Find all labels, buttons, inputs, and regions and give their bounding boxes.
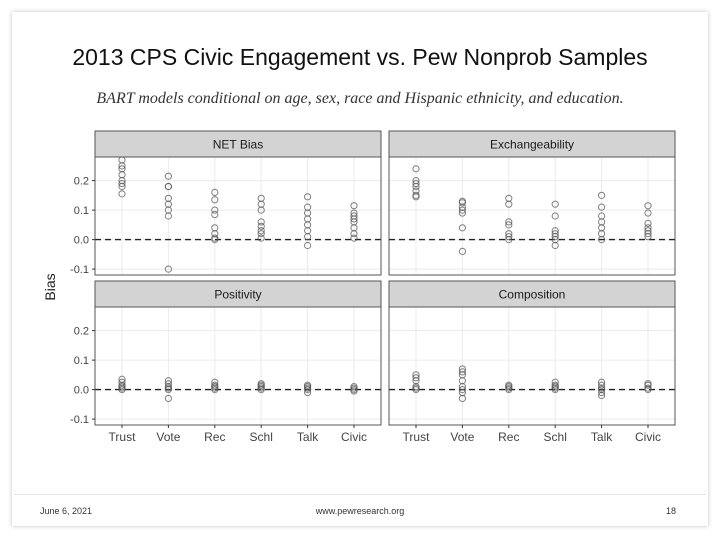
panel-plot-area <box>95 157 381 275</box>
y-tick-label: -0.1 <box>70 264 89 277</box>
panel-plot-area <box>389 307 675 425</box>
y-tick-label: -0.1 <box>70 414 89 427</box>
x-tick-label: Vote <box>156 430 181 444</box>
footer-page-number: 18 <box>666 506 677 516</box>
x-tick-label: Civic <box>341 430 367 444</box>
y-tick-label: 0.2 <box>73 175 89 188</box>
y-tick-label: 0.0 <box>73 234 89 247</box>
x-tick-label: Civic <box>635 430 661 444</box>
x-tick-label: Vote <box>450 430 475 444</box>
panel-plot-area <box>95 307 381 425</box>
x-tick-label: Schl <box>543 430 567 444</box>
x-tick-label: Talk <box>296 430 319 444</box>
y-tick-label: 0.1 <box>73 355 89 368</box>
y-axis-title: Bias <box>42 273 58 301</box>
panel-strip-label: Positivity <box>214 287 262 302</box>
y-tick-label: 0.0 <box>73 384 89 397</box>
x-tick-label: Rec <box>498 430 520 444</box>
panel-strip-label: Composition <box>498 287 566 302</box>
x-tick-label: Talk <box>590 430 613 444</box>
slide-subtitle: BART models conditional on age, sex, race and Hispanic ethnicity, and education. <box>96 90 624 107</box>
footer-url: www.pewresearch.org <box>315 506 405 516</box>
faceted-scatter-chart <box>36 126 686 446</box>
panel-strip-label: NET Bias <box>212 137 264 152</box>
x-tick-label: Trust <box>108 430 136 444</box>
x-tick-label: Rec <box>204 430 226 444</box>
x-tick-label: Trust <box>402 430 430 444</box>
y-tick-label: 0.1 <box>73 205 89 218</box>
y-tick-label: 0.2 <box>73 325 89 338</box>
x-tick-label: Schl <box>249 430 273 444</box>
footer-date: June 6, 2021 <box>40 506 93 516</box>
panel-plot-area <box>389 157 675 275</box>
panel-strip-label: Exchangeability <box>489 137 575 152</box>
slide-title: 2013 CPS Civic Engagement vs. Pew Nonprob Samples <box>72 44 648 70</box>
footer-divider <box>14 494 706 495</box>
